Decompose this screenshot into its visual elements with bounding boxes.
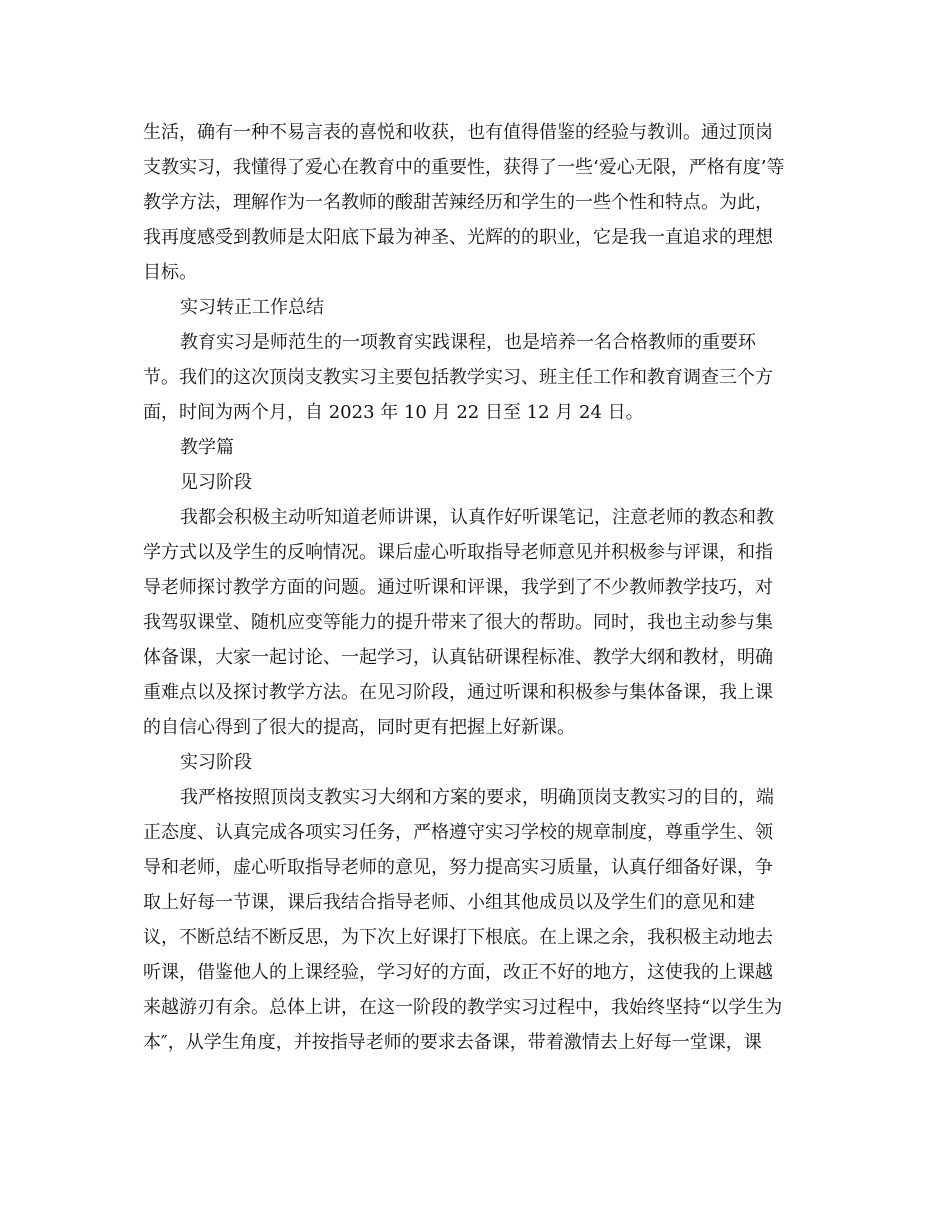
text-line: 我驾驭课堂、随机应变等能力的提升带来了很大的帮助。同时，我也主动参与集 — [143, 612, 773, 633]
text-line: 支教实习，我懂得了爱心在教育中的重要性，获得了一些‘爱心无限，严格有度’等 — [143, 157, 785, 178]
text-line: 目标。 — [143, 262, 197, 283]
text-line: 我严格按照顶岗支教实习大纲和方案的要求，明确顶岗支教实习的目的，端 — [180, 787, 774, 808]
text-line: 的自信心得到了很大的提高，同时更有把握上好新课。 — [143, 717, 575, 738]
text-line: 体备课，大家一起讨论、一起学习，认真钻研课程标准、教学大纲和教材，明确 — [143, 647, 773, 668]
text-line: 见习阶段 — [180, 472, 252, 493]
text-line: 议，不断总结不断反思，为下次上好课打下根底。在上课之余，我积极主动地去 — [143, 927, 773, 948]
text-line: 节。我们的这次顶岗支教实习主要包括教学实习、班主任工作和教育调查三个方 — [143, 367, 773, 388]
text-line: 我再度感受到教师是太阳底下最为神圣、光辉的的职业，它是我一直追求的理想 — [143, 227, 773, 248]
text-line: 导老师探讨教学方面的问题。通过听课和评课，我学到了不少教师教学技巧，对 — [143, 577, 773, 598]
text-line: 面，时间为两个月，自 2023 年 10 月 22 日至 12 月 24 日。 — [143, 402, 644, 423]
text-line: 教学篇 — [180, 437, 234, 458]
text-line: 来越游刃有余。总体上讲，在这一阶段的教学实习过程中，我始终坚持“以学生为 — [143, 997, 783, 1018]
text-line: 导和老师，虚心听取指导老师的意见，努力提高实习质量，认真仔细备好课，争 — [143, 857, 773, 878]
text-line: 取上好每一节课，课后我结合指导老师、小组其他成员以及学生们的意见和建 — [143, 892, 755, 913]
text-line: 实习阶段 — [180, 752, 252, 773]
text-line: 生活，确有一种不易言表的喜悦和收获，也有值得借鉴的经验与教训。通过顶岗 — [143, 122, 773, 143]
text-line: 学方式以及学生的反响情况。课后虚心听取指导老师意见并积极参与评课，和指 — [143, 542, 773, 563]
document-body-text — [143, 115, 813, 1060]
text-line: 本″，从学生角度，并按指导老师的要求去备课，带着激情去上好每一堂课，课 — [143, 1032, 762, 1053]
text-line: 听课，借鉴他人的上课经验，学习好的方面，改正不好的地方，这使我的上课越 — [143, 962, 773, 983]
text-line: 教学方法，理解作为一名教师的酸甜苦辣经历和学生的一些个性和特点。为此， — [143, 192, 773, 213]
text-line: 正态度、认真完成各项实习任务，严格遵守实习学校的规章制度，尊重学生、领 — [143, 822, 773, 843]
text-line: 我都会积极主动听知道老师讲课，认真作好听课笔记，注意老师的教态和教 — [180, 507, 774, 528]
text-line: 实习转正工作总结 — [180, 297, 324, 318]
text-line: 重难点以及探讨教学方法。在见习阶段，通过听课和积极参与集体备课，我上课 — [143, 682, 773, 703]
text-line: 教育实习是师范生的一项教育实践课程，也是培养一名合格教师的重要环 — [180, 332, 756, 353]
